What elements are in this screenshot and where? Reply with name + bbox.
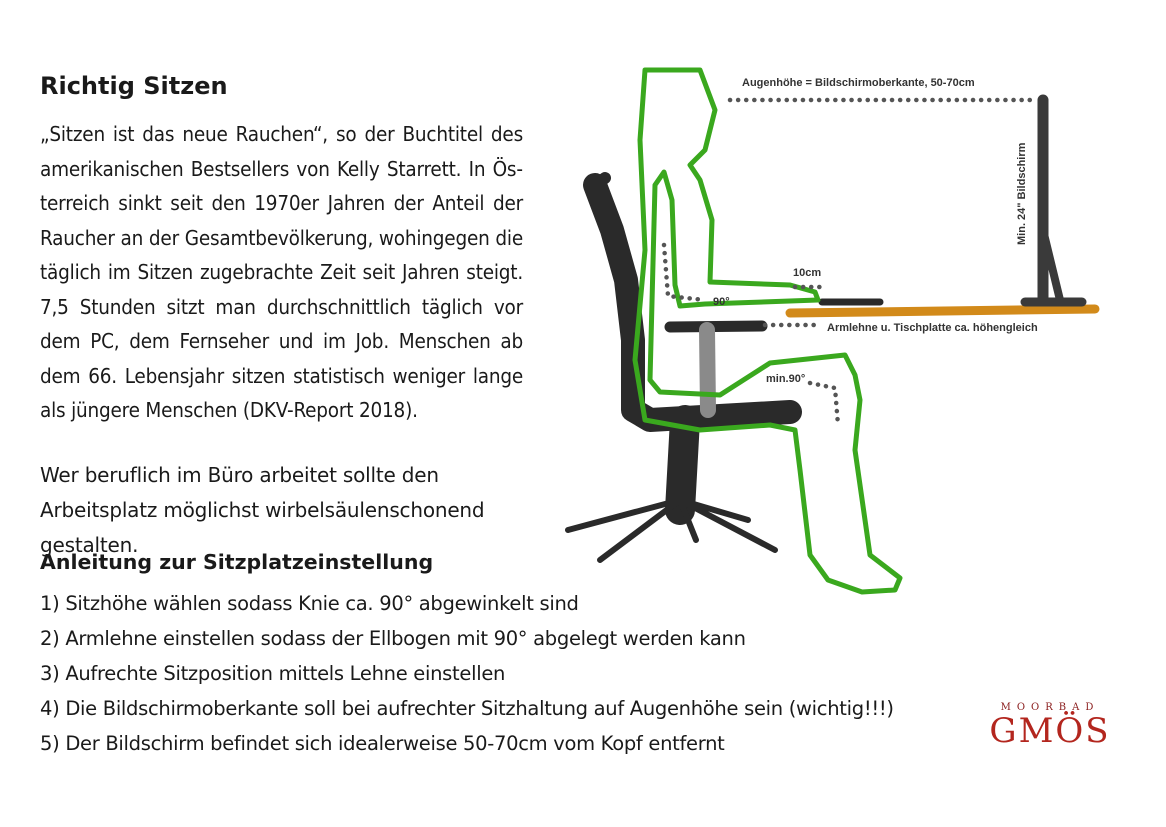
- desk-top: [790, 309, 1095, 313]
- office-paragraph: Wer beruflich im Büro arbeitet sollte den Arbeitsplatz möglichst wirbelsäulenschonend gestalten.: [40, 463, 485, 557]
- logo-main-text: GMÖS: [989, 711, 1111, 751]
- monitor-icon: [1025, 100, 1082, 302]
- brand-logo: [975, 702, 1125, 762]
- eye-level-label: Augenhöhe = Bildschirmoberkante, 50-70cm: [742, 77, 975, 89]
- dotted-guides: [664, 100, 1035, 425]
- distance-label: 10cm: [793, 267, 822, 279]
- step-item: 2) Armlehne einstellen sodass der Ellbogen mit 90° abgelegt werden kann: [40, 627, 746, 650]
- knee-angle-label: min.90°: [766, 373, 806, 385]
- step-item: 3) Aufrechte Sitzposition mittels Lehne einstellen: [40, 662, 506, 685]
- armrest-label: Armlehne u. Tischplatte ca. höhengleich: [827, 322, 1038, 334]
- logo-top-text: MOORBAD: [1000, 702, 1100, 713]
- intro-paragraph: „Sitzen ist das neue Rauchen“, so der Buchtitel des amerikanischen Bestsellers von Kelly Starrett. In Österreich sinkt seit den 1970er Jahren der Anteil der Raucher an der Gesamtbevölkerung, wohingegen die täglich im Sitzen zugebrachte Zeit seit Jahren steigt. 7,5 Stunden sitzt man durchschnittlich täglich vor dem PC, dem Fernseher und im Job. Menschen ab dem 66. Lebensjahr sitzen statistisch weniger lange als jüngere Menschen (DKV-Report 2018).: [40, 122, 523, 422]
- screen-size-label: Min. 24" Bildschirm: [1016, 142, 1028, 245]
- step-item: 4) Die Bildschirmoberkante soll bei aufrechter Sitzhaltung auf Augenhöhe sein (wichtig!!!): [40, 697, 894, 720]
- step-item: 5) Der Bildschirm befindet sich idealerweise 50-70cm vom Kopf entfernt: [40, 732, 725, 755]
- elbow-angle-label: 90°: [713, 296, 730, 308]
- sitting-posture-illustration: [545, 55, 1105, 615]
- guide-title: Anleitung zur Sitzplatzeinstellung: [40, 550, 434, 574]
- page-title: Richtig Sitzen: [40, 72, 228, 100]
- step-item: 1) Sitzhöhe wählen sodass Knie ca. 90° abgewinkelt sind: [40, 592, 579, 615]
